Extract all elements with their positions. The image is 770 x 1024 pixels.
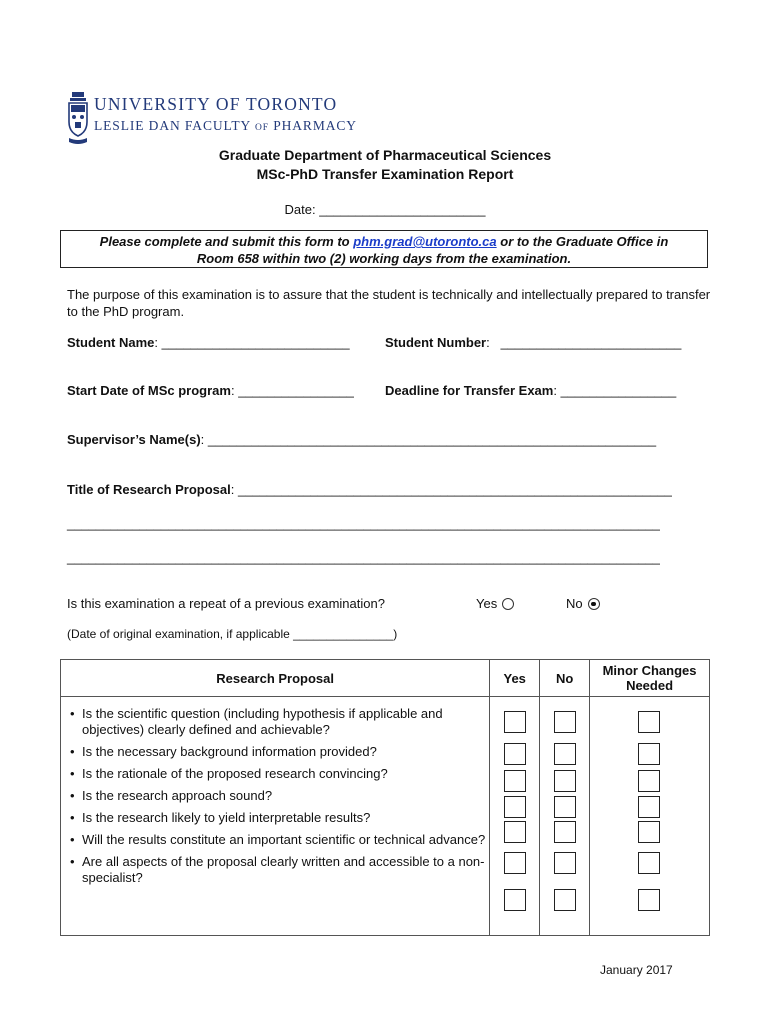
yes-checkbox-q6[interactable] [504, 852, 526, 874]
email-link[interactable]: phm.grad@utoronto.ca [353, 234, 497, 249]
student-number-field[interactable]: Student Number: _________________________ [385, 335, 682, 350]
header-minor-changes: Minor Changes Needed [590, 660, 710, 697]
minor-checkbox-q6[interactable] [638, 852, 660, 874]
questions-cell [61, 697, 490, 936]
question-item: • Is the rationale of the proposed research convincing? [62, 766, 488, 782]
repeat-no-radio[interactable] [588, 598, 600, 610]
no-checkbox-q1[interactable] [554, 711, 576, 733]
yes-checkbox-q4[interactable] [504, 796, 526, 818]
no-checkbox-q3[interactable] [554, 770, 576, 792]
minor-changes-column [590, 697, 710, 936]
minor-checkbox-q1[interactable] [638, 711, 660, 733]
yes-checkbox-q2[interactable] [504, 743, 526, 765]
no-column [540, 697, 590, 936]
student-name-field[interactable]: Student Name: __________________________ [67, 335, 350, 350]
repeat-yes-option[interactable]: Yes [476, 596, 514, 611]
yes-checkbox-q1[interactable] [504, 711, 526, 733]
header-research-proposal: Research Proposal [61, 660, 490, 697]
date-field[interactable]: Date: _______________________ [284, 202, 486, 217]
no-checkbox-q7[interactable] [554, 889, 576, 911]
no-checkbox-q4[interactable] [554, 796, 576, 818]
question-item: • Are all aspects of the proposal clearly written and accessible to a non-specialist? [62, 854, 488, 886]
yes-checkbox-q3[interactable] [504, 770, 526, 792]
submission-notice: Please complete and submit this form to phm.grad@utoronto.ca or to the Graduate Office in Room 658 within two (2) working days from the examination. [60, 230, 708, 268]
research-proposal-table [60, 659, 710, 936]
yes-column [490, 697, 540, 936]
repeat-question: Is this examination a repeat of a previous examination? [67, 596, 385, 611]
footer-date: January 2017 [600, 963, 673, 977]
header-no: No [540, 660, 590, 697]
proposal-title-field[interactable]: Title of Research Proposal: ____________________________________________________________ [67, 482, 672, 497]
header-yes: Yes [490, 660, 540, 697]
crest-icon [66, 92, 90, 148]
logo-university-name: UNIVERSITY OF TORONTO [94, 94, 338, 114]
page-title-department: Graduate Department of Pharmaceutical Sciences [218, 147, 552, 163]
proposal-title-line-3[interactable]: __________________________________________________________________________________ [67, 550, 660, 565]
page-title-report: MSc-PhD Transfer Examination Report [256, 166, 514, 182]
yes-checkbox-q7[interactable] [504, 889, 526, 911]
yes-checkbox-q5[interactable] [504, 821, 526, 843]
start-date-field[interactable]: Start Date of MSc program: ________________ [67, 383, 354, 398]
question-item: • Will the results constitute an important scientific or technical advance? [62, 832, 488, 848]
original-exam-date[interactable]: (Date of original examination, if applicable _______________) [67, 627, 398, 641]
question-item: • Is the scientific question (including hypothesis if applicable and objectives) clearly defined and achievable? [62, 706, 488, 738]
minor-checkbox-q4[interactable] [638, 796, 660, 818]
minor-checkbox-q7[interactable] [638, 889, 660, 911]
repeat-yes-radio[interactable] [502, 598, 514, 610]
supervisor-field[interactable]: Supervisor’s Name(s): ______________________________________________________________ [67, 432, 657, 447]
no-checkbox-q5[interactable] [554, 821, 576, 843]
university-logo [66, 92, 357, 148]
repeat-no-option[interactable]: No [566, 596, 600, 611]
minor-checkbox-q5[interactable] [638, 821, 660, 843]
question-item: • Is the research approach sound? [62, 788, 488, 804]
no-checkbox-q6[interactable] [554, 852, 576, 874]
purpose-text: The purpose of this examination is to assure that the student is technically and intellectually prepared to transfer to the PhD program. [67, 287, 711, 319]
no-checkbox-q2[interactable] [554, 743, 576, 765]
minor-checkbox-q2[interactable] [638, 743, 660, 765]
logo-faculty-name: LESLIE DAN FACULTY OF PHARMACY [94, 118, 357, 133]
proposal-title-line-2[interactable]: __________________________________________________________________________________ [67, 516, 660, 531]
minor-checkbox-q3[interactable] [638, 770, 660, 792]
question-item: • Is the necessary background information provided? [62, 744, 488, 760]
deadline-field[interactable]: Deadline for Transfer Exam: ________________ [385, 383, 677, 398]
question-item: • Is the research likely to yield interpretable results? [62, 810, 488, 826]
